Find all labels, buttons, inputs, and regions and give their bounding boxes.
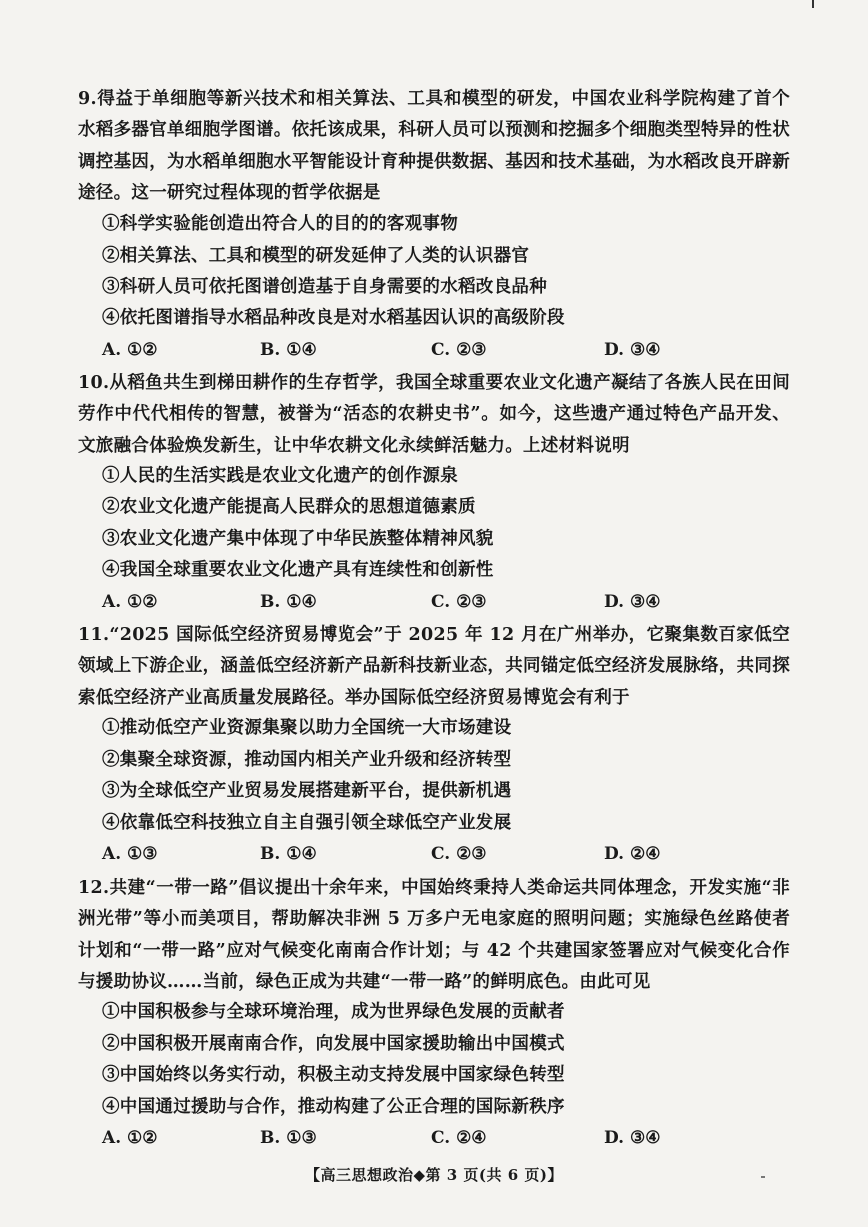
choice-d: D. ③④ — [604, 1128, 661, 1148]
choice-a: A. ①② — [102, 340, 158, 360]
option-2: ②相关算法、工具和模型的研发延伸了人类的认识器官 — [102, 246, 530, 266]
question-text: 得益于单细胞等新兴技术和相关算法、工具和模型的研发，中国农业科学院构建了首个水稻多器官单细胞学图谱。依托该成果，科研人员可以预测和挖掘多个细胞类型特异的性状调控基因，为水稻单细胞水平智能设计育种提供数据、基因和技术基础，为水稻改良开辟新途径。这一研究过程体现的哲学依据是 — [78, 89, 790, 203]
option-4: ④依靠低空科技独立自主自强引领全球低空产业发展 — [102, 813, 512, 833]
choice-d: D. ②④ — [604, 844, 661, 864]
option-4: ④依托图谱指导水稻品种改良是对水稻基因认识的高级阶段 — [102, 308, 565, 328]
option-1: ①人民的生活实践是农业文化遗产的创作源泉 — [102, 466, 458, 486]
option-4: ④中国通过援助与合作，推动构建了公正合理的国际新秩序 — [102, 1097, 565, 1117]
choice-a: A. ①② — [102, 1128, 158, 1148]
question-text: 从稻鱼共生到梯田耕作的生存哲学，我国全球重要农业文化遗产凝结了各族人民在田间劳作中代代相传的智慧，被誉为“活态的农耕史书”。如今，这些遗产通过特色产品开发、文旅融合体验焕发新生，让中华农耕文化永续鲜活魅力。上述材料说明 — [78, 373, 790, 456]
choice-c: C. ②③ — [431, 340, 487, 360]
question-stem — [78, 620, 790, 714]
option-2: ②集聚全球资源，推动国内相关产业升级和经济转型 — [102, 750, 512, 770]
choice-c: C. ②③ — [431, 592, 487, 612]
question-text: “2025 国际低空经济贸易博览会”于 2025 年 12 月在广州举办，它聚集数百家低空领域上下游企业，涵盖低空经济新产品新科技新业态，共同锚定低空经济发展脉络，共同探索低空经济产业高质量发展路径。举办国际低空经济贸易博览会有利于 — [78, 625, 790, 708]
question-stem — [78, 873, 790, 998]
question-number: 9. — [78, 89, 97, 109]
option-3: ③农业文化遗产集中体现了中华民族整体精神风貌 — [102, 529, 494, 549]
option-3: ③为全球低空产业贸易发展搭建新平台，提供新机遇 — [102, 781, 512, 801]
question-number: 10. — [78, 373, 110, 393]
question-number: 12. — [78, 878, 110, 898]
choice-c: C. ②④ — [431, 1128, 487, 1148]
choice-a: A. ①② — [102, 592, 158, 612]
choice-d: D. ③④ — [604, 340, 661, 360]
option-3: ③中国始终以务实行动，积极主动支持发展中国家绿色转型 — [102, 1065, 565, 1085]
option-2: ②中国积极开展南南合作，向发展中国家援助输出中国模式 — [102, 1034, 565, 1054]
choice-a: A. ①③ — [102, 844, 158, 864]
option-2: ②农业文化遗产能提高人民群众的思想道德素质 — [102, 497, 476, 517]
choice-b: B. ①④ — [260, 844, 317, 864]
option-1: ①推动低空产业资源集聚以助力全国统一大市场建设 — [102, 718, 512, 738]
option-3: ③科研人员可依托图谱创造基于自身需要的水稻改良品种 — [102, 277, 547, 297]
scan-dot — [761, 1176, 765, 1178]
choice-d: D. ③④ — [604, 592, 661, 612]
question-stem — [78, 368, 790, 462]
page-footer: 【高三思想政治◆第 3 页(共 6 页)】 — [305, 1166, 563, 1184]
question-stem — [78, 84, 790, 209]
question-number: 11. — [78, 625, 110, 645]
choice-b: B. ①③ — [260, 1128, 317, 1148]
question-text: 共建“一带一路”倡议提出十余年来，中国始终秉持人类命运共同体理念，开发实施“非洲光带”等小而美项目，帮助解决非洲 5 万多户无电家庭的照明问题；实施绿色丝路使者计划和“一带一路”应对气候变化南南合作计划；与 42 个共建国家签署应对气候变化合作与援助协议……当前，绿色正成为共建“一带一路”的鲜明底色。由此可见 — [78, 878, 790, 992]
option-4: ④我国全球重要农业文化遗产具有连续性和创新性 — [102, 560, 494, 580]
choice-b: B. ①④ — [260, 340, 317, 360]
option-1: ①科学实验能创造出符合人的目的的客观事物 — [102, 214, 458, 234]
option-1: ①中国积极参与全球环境治理，成为世界绿色发展的贡献者 — [102, 1002, 565, 1022]
choice-c: C. ②③ — [431, 844, 487, 864]
choice-b: B. ①④ — [260, 592, 317, 612]
